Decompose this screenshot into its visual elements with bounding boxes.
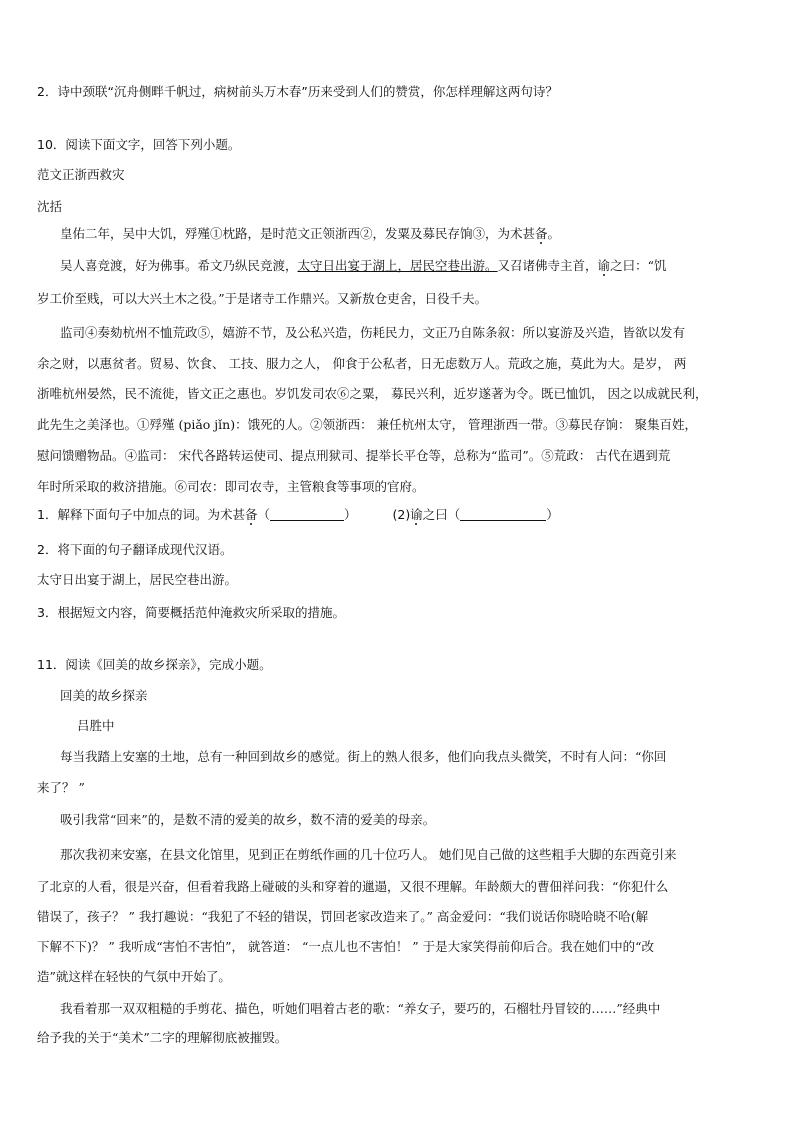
passage-line: 我看着那一双双粗糙的手剪花、描色，听她们唱着古老的歌：“养女子，要巧的，石榴牡丹冒铰的……”经典中 (60, 1001, 661, 1016)
passage-line: 给予我的关于“美术”二字的理解彻底被摧毁。 (37, 1030, 288, 1045)
passage-title: 范文正浙西救灾 (37, 167, 125, 182)
passage-author: 吕胜中 (77, 718, 115, 733)
passage-line: 下解不下)？ ” 我听成“害怕不害怕”， 就答道： “一点儿也不害怕！ ” 于是大家笑得前仰后合。我在她们中的“改 (37, 939, 655, 954)
passage-line: 吸引我常“回来”的，是数不清的爱美的故乡，数不清的爱美的母亲。 (60, 812, 436, 827)
passage-paragraph-3-line: 余之财，以惠贫者。贸易、饮食、 工技、服力之人， 仰食于公私者，日无虑数万人。荒政之施，莫此为大。是岁， 两 (37, 356, 687, 371)
question-2: 2．诗中颈联“沉舟侧畔千帆过，病树前头万木春”历来受到人们的赞赏，你怎样理解这两句诗？ (37, 84, 558, 99)
passage-line: 那次我初来安塞，在县文化馆里，见到正在剪纸作画的几十位巧人。 她们见自己做的这些粗手大脚的东西竟引来 (60, 847, 677, 862)
sub-question-1: 1．解释下面句子中加点的词。为术甚备（ ） (2)谕之曰（ ） (37, 507, 559, 522)
passage-paragraph-3-line: 慰问馈赠物品。④监司： 宋代各路转运使司、提点刑狱司、提举长平仓等，总称为“监司”。⑤荒政： 古代在遇到荒 (37, 448, 671, 463)
underlined-sentence: 太守日出宴于湖上，居民空巷出游。 (297, 258, 498, 273)
dotted-word: 谕 (410, 507, 423, 522)
passage-line: 错误了，孩子？ ” 我打趣说：“我犯了不轻的错误，罚回老家改造来了。” 高金爱问：“我们说话你晓哈晓不哈(解 (37, 909, 649, 924)
sub-question-2: 2．将下面的句子翻译成现代汉语。 (37, 542, 233, 557)
passage-paragraph-3-line: 监司④奏劾杭州不恤荒政⑤，嬉游不节，及公私兴造，伤耗民力，文正乃自陈条叙：所以宴游及兴造，皆欲以发有 (60, 325, 686, 340)
translate-sentence: 太守日出宴于湖上，居民空巷出游。 (37, 572, 238, 587)
dotted-word: 备 (535, 226, 548, 241)
passage-paragraph-3-line: 浙唯杭州晏然，民不流徙，皆文正之惠也。岁饥发司农⑥之粟， 募民兴利，近岁遂著为令。既已恤饥， 因之以成就民利， (37, 386, 708, 401)
passage-paragraph-3-line: 年时所采取的救济措施。⑥司农：即司农寺，主管粮食等事项的官府。 (37, 479, 425, 494)
passage-paragraph-2-line-2: 岁工价至贱，可以大兴土木之役。”于是诸寺工作鼎兴。又新敖仓吏舍，日役千夫。 (37, 291, 488, 306)
passage-paragraph-2: 吴人喜竞渡，好为佛事。希文乃纵民竞渡，太守日出宴于湖上，居民空巷出游。又召诸佛寺主首，谕之曰：“饥 (60, 258, 667, 273)
dotted-word: 备 (244, 507, 258, 522)
question-10-heading: 10．阅读下面文字，回答下列小题。 (37, 137, 241, 152)
answer-blank-1[interactable] (270, 506, 344, 521)
passage-author: 沈括 (37, 199, 63, 214)
passage-line: 造”就这样在轻快的气氛中开始了。 (37, 969, 231, 984)
passage-paragraph-3-line: 此先生之美泽也。①殍殣 (piǎo jǐn)：饿死的人。②领浙西： 兼任杭州太守， 管理浙西一带。③募民存饷： 聚集百姓， (37, 417, 698, 432)
sub-question-3: 3．根据短文内容，简要概括范仲淹救灾所采取的措施。 (37, 605, 345, 620)
passage-line: 了北京的人看，很是兴奋，但看着我路上碰破的头和穿着的邋遢，又很不理解。年龄颇大的曹佃祥问我：“你犯什么 (37, 879, 669, 894)
question-11-heading: 11．阅读《回美的故乡探亲》，完成小题。 (37, 657, 272, 672)
answer-blank-2[interactable] (460, 506, 546, 521)
passage-line: 每当我踏上安塞的土地，总有一种回到故乡的感觉。街上的熟人很多，他们向我点头微笑，不时有人问：“你回 (60, 749, 667, 764)
dotted-word: 谕 (597, 258, 611, 273)
passage-line: 来了？ ” (37, 780, 85, 795)
passage-title: 回美的故乡探亲 (60, 688, 148, 703)
passage-paragraph-1: 皇佑二年，吴中大饥，殍殣①枕路，是时范文正领浙西②，发粟及募民存饷③，为术甚备。 (60, 226, 561, 241)
